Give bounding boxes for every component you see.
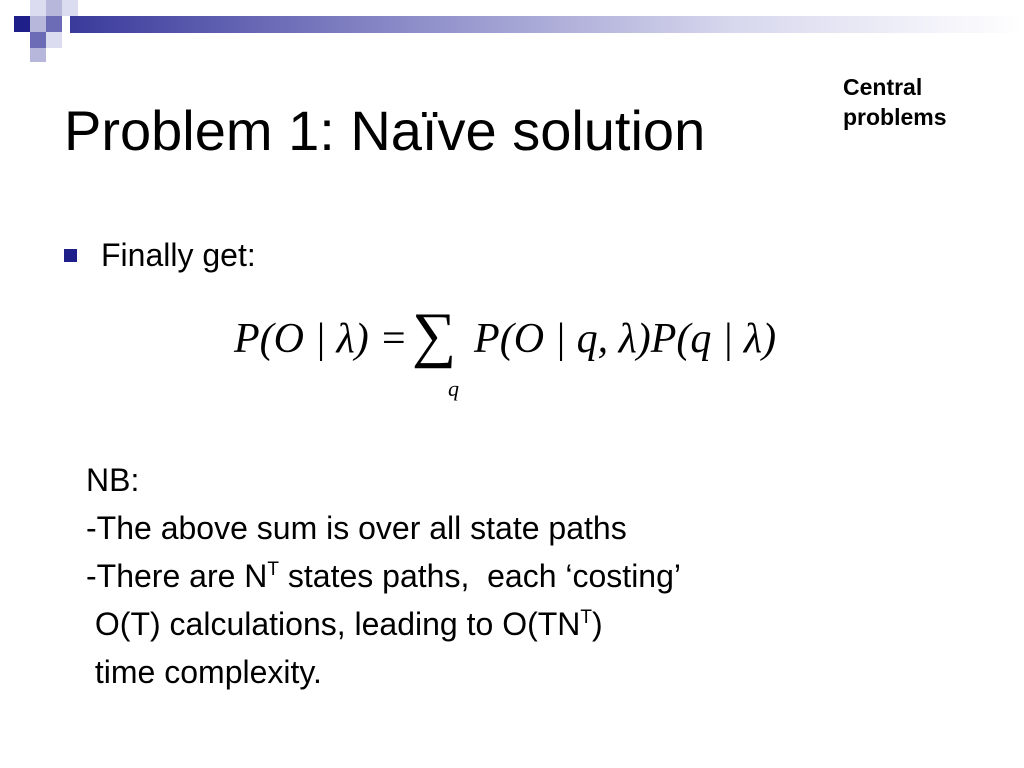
summation-symbol: ∑ [412, 301, 457, 369]
header-square [30, 32, 46, 48]
header-square [46, 0, 62, 16]
nb-line-3-a: O(T) calculations, leading to O(TN [86, 606, 581, 642]
header-square [30, 16, 46, 32]
nb-line-3-sup: T [580, 607, 592, 628]
corner-label-line2: problems [843, 104, 947, 130]
header-square [30, 0, 46, 16]
corner-label [843, 72, 947, 132]
formula-main [234, 314, 776, 364]
slide-title: Problem 1: Naïve solution [64, 99, 706, 162]
formula-lhs: P(O | λ) = [234, 316, 419, 362]
header-decoration [0, 0, 1024, 50]
square-bullet-icon [64, 249, 77, 262]
nb-line-2-b: states paths, each ‘costing’ [279, 558, 681, 594]
nb-note [86, 456, 681, 696]
header-square [14, 16, 30, 32]
bullet-text: Finally get: [101, 236, 256, 273]
nb-line-3-b: ) [592, 606, 603, 642]
bullet-item [64, 232, 256, 278]
formula-rhs: P(O | q, λ)P(q | λ) [474, 316, 777, 362]
nb-line-2-sup: T [267, 559, 279, 580]
header-square [62, 0, 78, 16]
summation-index: q [448, 376, 459, 401]
corner-label-line1: Central [843, 74, 923, 100]
header-gradient-bar [70, 16, 1024, 33]
nb-line-2-a: -There are N [86, 558, 268, 594]
nb-heading: NB: [86, 462, 140, 498]
probability-formula [234, 301, 834, 406]
nb-line-4: time complexity. [86, 654, 322, 690]
nb-line-2 [86, 552, 681, 600]
nb-line-1: -The above sum is over all state paths [86, 510, 627, 546]
header-square [46, 32, 62, 48]
header-square [30, 48, 46, 62]
header-square [46, 16, 62, 32]
nb-line-3 [86, 600, 681, 648]
